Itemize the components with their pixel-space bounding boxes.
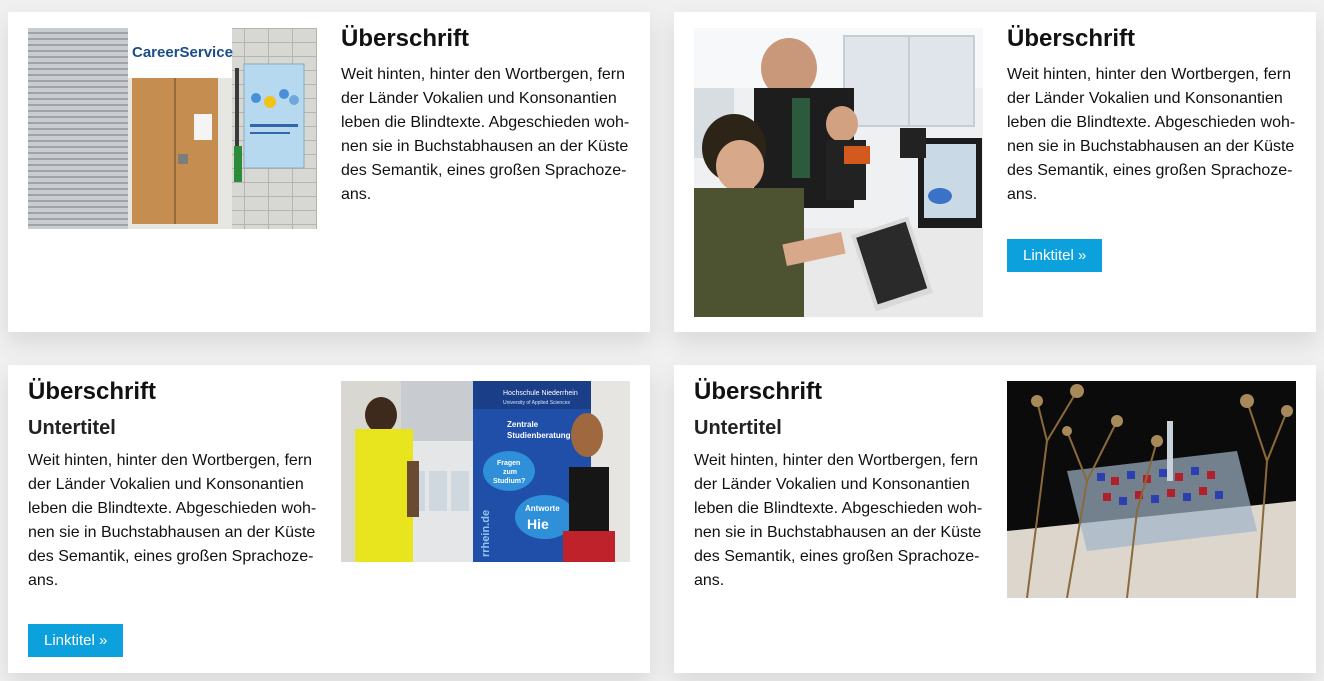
teaser-card-3 [8, 365, 650, 673]
card-text-line: des Semantik, eines großen Sprachoze- [694, 548, 980, 565]
bubble-text-3: Studium? [493, 478, 526, 485]
card-text-line: der Länder Vokalien und Konsonantien [28, 476, 304, 493]
bubble-text-1: Fragen [497, 460, 521, 467]
computer-lab-image [694, 28, 983, 317]
card-title: Überschrift [28, 378, 157, 405]
card-text-line: leben die Blindtexte. Abgeschieden woh- [28, 500, 317, 517]
bubble-text-2: zum [503, 469, 517, 476]
card-text-line: der Länder Vokalien und Konsonantien [694, 476, 970, 493]
card-subtitle: Untertitel [694, 417, 782, 439]
banner-title: Hochschule Niederrhein [503, 390, 578, 397]
card-subtitle: Untertitel [28, 417, 116, 439]
bubble-text-4: Antworte [525, 504, 560, 513]
banner-line-1: Zentrale [507, 420, 539, 429]
architecture-model-image [1007, 381, 1296, 598]
card-text-line: nen sie in Buchstabhausen an der Küste [28, 524, 316, 541]
banner-subtitle: University of Applied Sciences [503, 400, 570, 406]
link-button[interactable]: Linktitel » [28, 624, 123, 657]
banner-vertical-text: rrhein.de [480, 509, 492, 557]
card-text [694, 449, 982, 593]
card-title: Überschrift [341, 25, 470, 52]
card-text-line: des Semantik, eines großen Sprachoze- [1007, 162, 1293, 179]
card-text-line: nen sie in Buchstabhausen an der Küste [694, 524, 982, 541]
card-text [28, 449, 316, 593]
card-title: Überschrift [694, 378, 823, 405]
card-text-line: leben die Blindtexte. Abgeschieden woh- [341, 114, 630, 131]
career-service-image [28, 28, 317, 229]
card-text-line: ans. [1007, 186, 1038, 203]
link-button[interactable]: Linktitel » [1007, 239, 1102, 272]
card-text-line: ans. [341, 186, 372, 203]
study-advice-image [341, 381, 630, 562]
card-text [341, 63, 629, 207]
teaser-card-1 [8, 12, 650, 332]
card-title: Überschrift [1007, 25, 1136, 52]
card-text-line: der Länder Vokalien und Konsonantien [341, 90, 617, 107]
teaser-card-4 [674, 365, 1316, 673]
card-text-line: des Semantik, eines großen Sprachoze- [341, 162, 627, 179]
card-text [1007, 63, 1295, 207]
card-text-line: leben die Blindtexte. Abgeschieden woh- [1007, 114, 1296, 131]
bubble-text-5: Hie [527, 516, 549, 532]
card-text-line: nen sie in Buchstabhausen an der Küste [1007, 138, 1295, 155]
career-service-sign: CareerService [132, 44, 233, 61]
card-text-line: ans. [28, 572, 59, 589]
card-text-line: der Länder Vokalien und Konsonantien [1007, 90, 1283, 107]
card-text-line: Weit hinten, hinter den Wortbergen, fern [28, 452, 313, 469]
card-text-line: ans. [694, 572, 725, 589]
card-text-line: Weit hinten, hinter den Wortbergen, fern [341, 66, 626, 83]
card-text-line: des Semantik, eines großen Sprachoze- [28, 548, 314, 565]
teaser-card-2 [674, 12, 1316, 332]
card-text-line: nen sie in Buchstabhausen an der Küste [341, 138, 629, 155]
card-text-line: Weit hinten, hinter den Wortbergen, fern [1007, 66, 1292, 83]
banner-line-2: Studienberatung [507, 431, 571, 440]
card-text-line: leben die Blindtexte. Abgeschieden woh- [694, 500, 983, 517]
card-text-line: Weit hinten, hinter den Wortbergen, fern [694, 452, 979, 469]
